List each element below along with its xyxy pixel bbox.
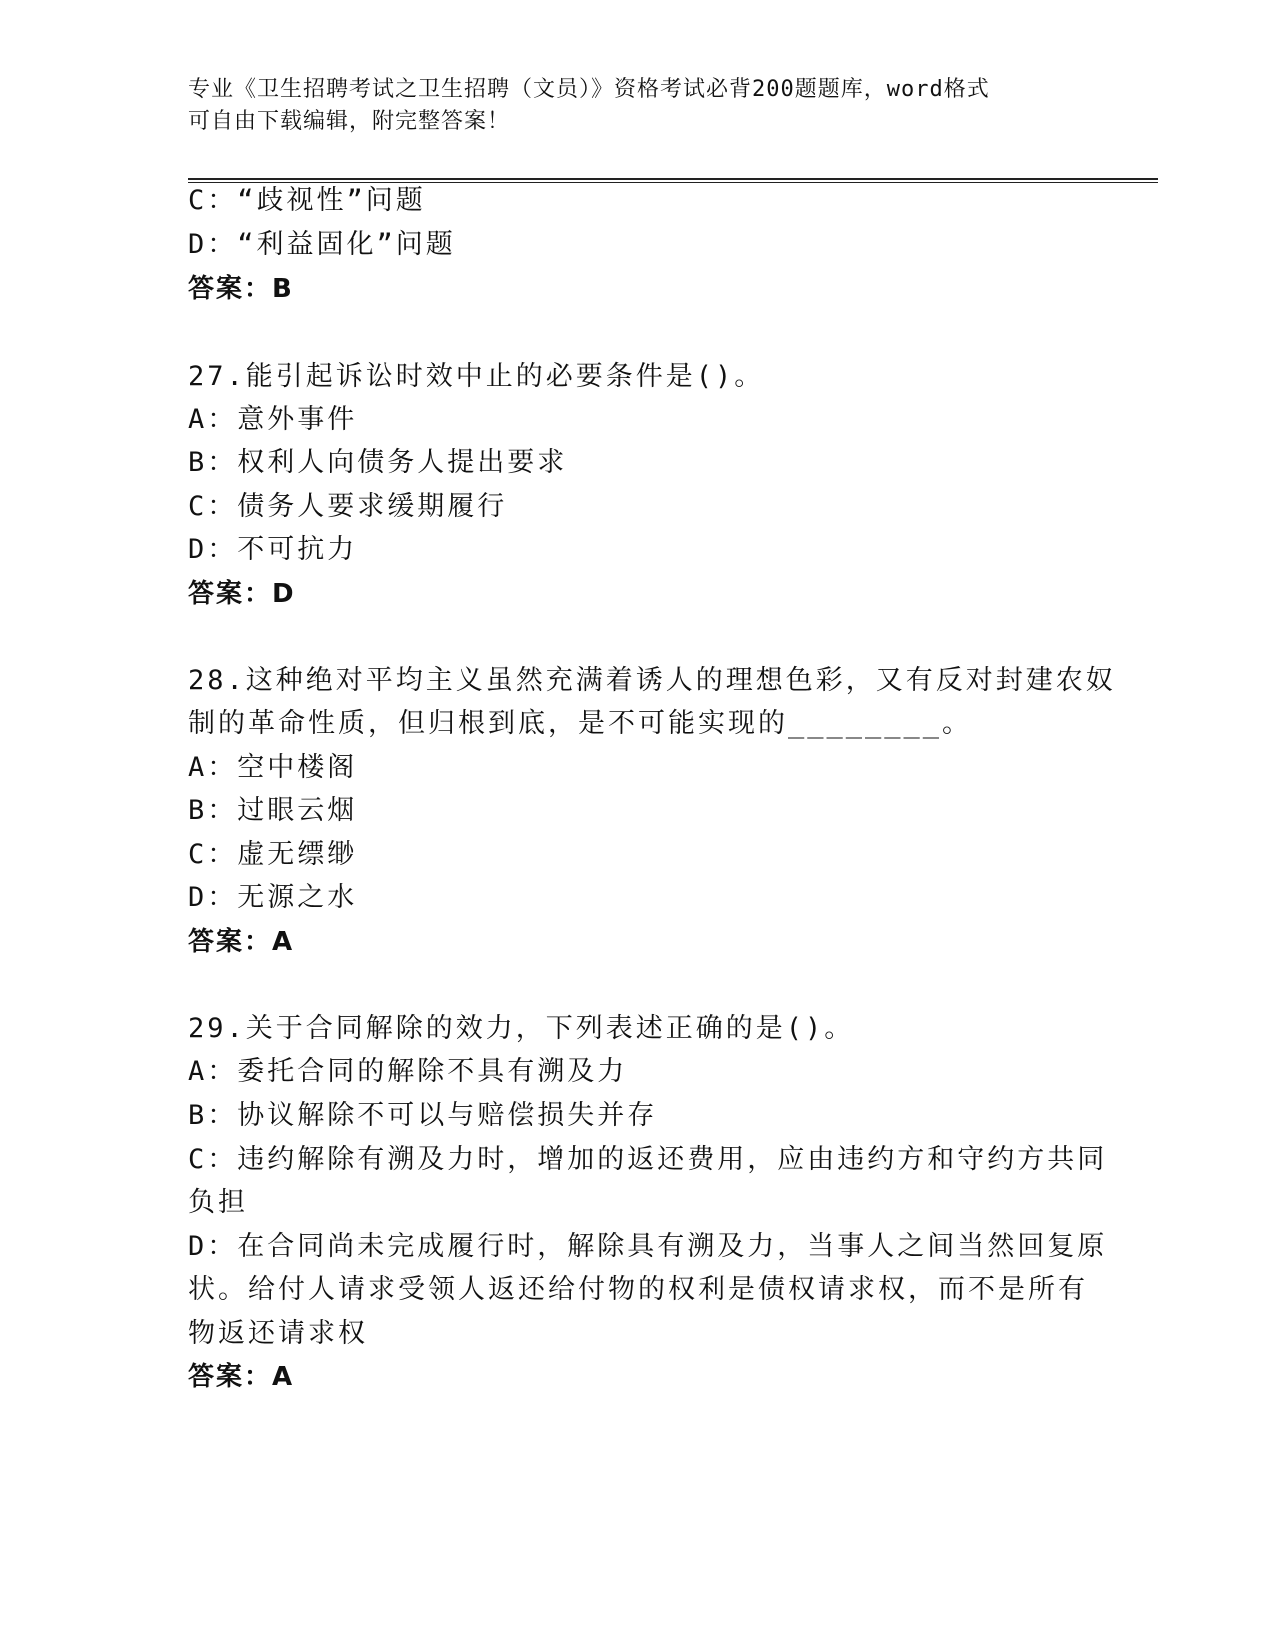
q28-option-c: C：虚无缥缈	[188, 839, 358, 870]
q26-option-d: D：“利益固化”问题	[188, 229, 456, 260]
q28-option-a: A：空中楼阁	[188, 752, 358, 783]
q27-option-a: A：意外事件	[188, 404, 358, 435]
q29-answer: 答案：A	[188, 1362, 295, 1392]
q29-option-d-line-3: 物返还请求权	[188, 1318, 368, 1349]
q27-option-b: B：权利人向债务人提出要求	[188, 447, 568, 478]
q27-answer: 答案：D	[188, 579, 296, 609]
q26-answer: 答案：B	[188, 274, 294, 304]
q27-stem: 27.能引起诉讼时效中止的必要条件是()。	[188, 361, 765, 392]
q29-option-d-line-1: D：在合同尚未完成履行时，解除具有溯及力，当事人之间当然回复原	[188, 1231, 1108, 1262]
header-title-line-1: 专业《卫生招聘考试之卫生招聘（文员）》资格考试必背200题题库，word格式	[188, 77, 990, 102]
q28-option-d: D：无源之水	[188, 882, 358, 913]
q27-option-c: C：债务人要求缓期履行	[188, 491, 508, 522]
q29-option-d-line-2: 状。给付人请求受领人返还给付物的权利是债权请求权，而不是所有	[188, 1274, 1088, 1305]
q26-option-c: C：“歧视性”问题	[188, 185, 426, 216]
document-header	[188, 74, 1068, 138]
q28-stem-line-2: 制的革命性质，但归根到底，是不可能实现的________。	[188, 708, 973, 739]
q29-option-a: A：委托合同的解除不具有溯及力	[188, 1056, 628, 1087]
q29-stem: 29.关于合同解除的效力，下列表述正确的是()。	[188, 1013, 855, 1044]
header-title-line-2: 可自由下载编辑，附完整答案！	[188, 109, 511, 134]
q29-option-c-line-2: 负担	[188, 1187, 248, 1218]
q27-option-d: D：不可抗力	[188, 534, 358, 565]
header-divider-thin	[188, 182, 1158, 183]
header-divider	[188, 178, 1158, 180]
q28-answer: 答案：A	[188, 927, 295, 957]
q29-option-b: B：协议解除不可以与赔偿损失并存	[188, 1100, 658, 1131]
q29-option-c-line-1: C：违约解除有溯及力时，增加的返还费用，应由违约方和守约方共同	[188, 1144, 1108, 1175]
q28-stem-line-1: 28.这种绝对平均主义虽然充满着诱人的理想色彩，又有反对封建农奴	[188, 665, 1116, 696]
q28-option-b: B：过眼云烟	[188, 795, 358, 826]
